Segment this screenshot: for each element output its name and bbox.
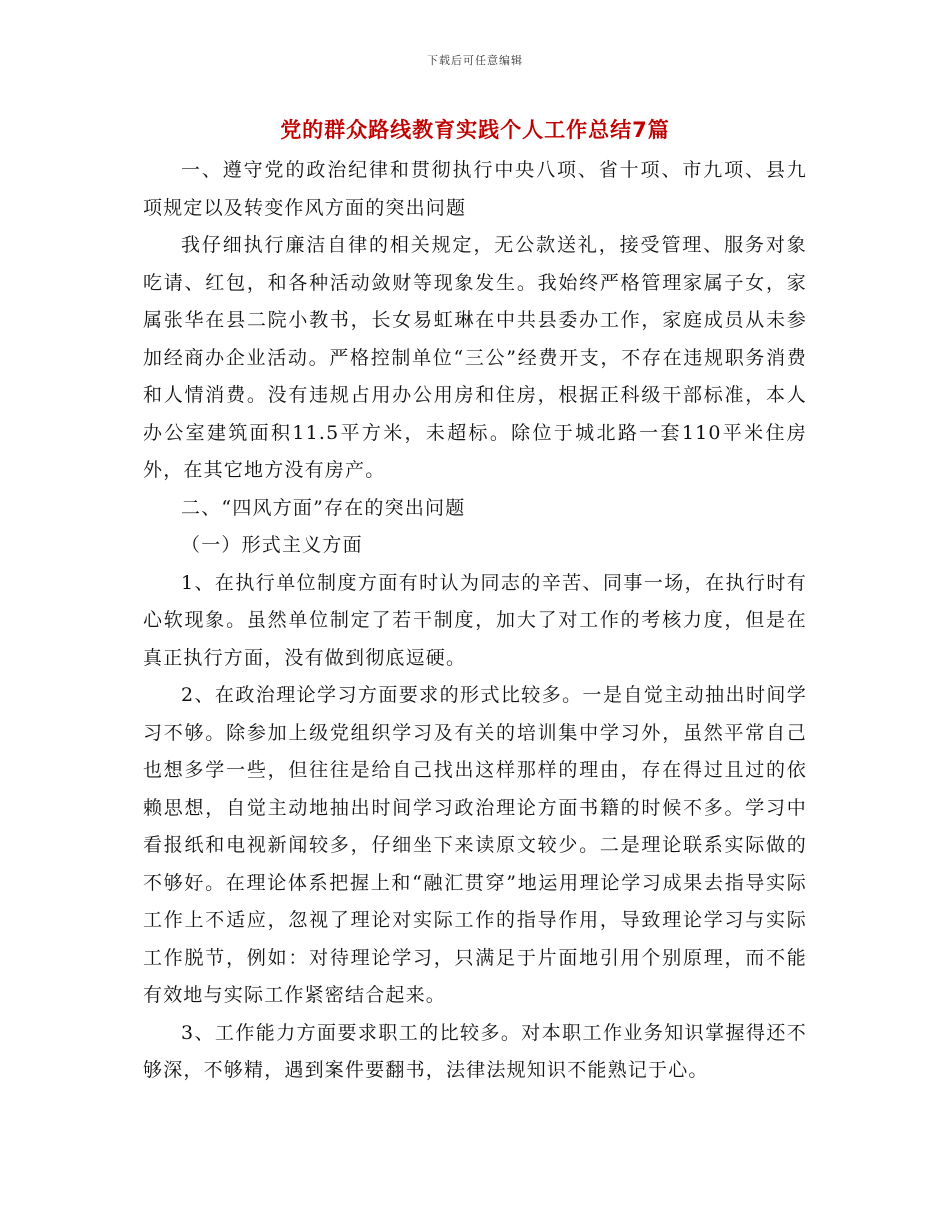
paragraph: 2、在政治理论学习方面要求的形式比较多。一是自觉主动抽出时间学习不够。除参加上级党组织学习及有关的培训集中学习外，虽然平常自己也想多学一些，但往往是给自己找出这样那样的理由，存在得过且过的依赖思想，自觉主动地抽出时间学习政治理论方面书籍的时候不多。学习中看报纸和电视新闻较多，仔细坐下来读原文较少。二是理论联系实际做的不够好。在理论体系把握上和“融汇贯穿”地运用理论学习成果去指导实际工作上不适应，忽视了理论对实际工作的指导作用，导致理论学习与实际工作脱节，例如：对待理论学习，只满足于片面地引用个别原理，而不能有效地与实际工作紧密结合起来。 <box>143 684 807 1006</box>
paragraph: 我仔细执行廉洁自律的相关规定，无公款送礼，接受管理、服务对象吃请、红包，和各种活动敛财等现象发生。我始终严格管理家属子女，家属张华在县二院小教书，长女易虹琳在中共县委办工作，家庭成员从未参加经商办企业活动。严格控制单位“三公”经费开支，不存在违规职务消费和人情消费。没有违规占用办公用房和住房，根据正科级干部标准，本人办公室建筑面积11.5平方米，未超标。除位于城北路一套110平米住房外，在其它地方没有房产。 <box>143 234 807 481</box>
paragraph: 3、工作能力方面要求职工的比较多。对本职工作业务知识掌握得还不够深，不够精，遇到案件要翻书，法律法规知识不能熟记于心。 <box>143 1021 807 1081</box>
header-note: 下载后可任意编辑 <box>427 54 523 67</box>
paragraph: 1、在执行单位制度方面有时认为同志的辛苦、同事一场，在执行时有心软现象。虽然单位制定了若干制度，加大了对工作的考核力度，但是在真正执行方面，没有做到彻底逗硬。 <box>143 571 807 669</box>
section-heading-2: 二、“四风方面”存在的突出问题 <box>181 496 466 519</box>
section-heading-1: 一、遵守党的政治纪律和贯彻执行中央八项、省十项、市九项、县九项规定以及转变作风方面的突出问题 <box>143 159 807 219</box>
document-body <box>143 152 807 1090</box>
subsection-heading: （一）形式主义方面 <box>181 534 363 556</box>
document-title: 党的群众路线教育实践个人工作总结7篇 <box>280 118 670 142</box>
